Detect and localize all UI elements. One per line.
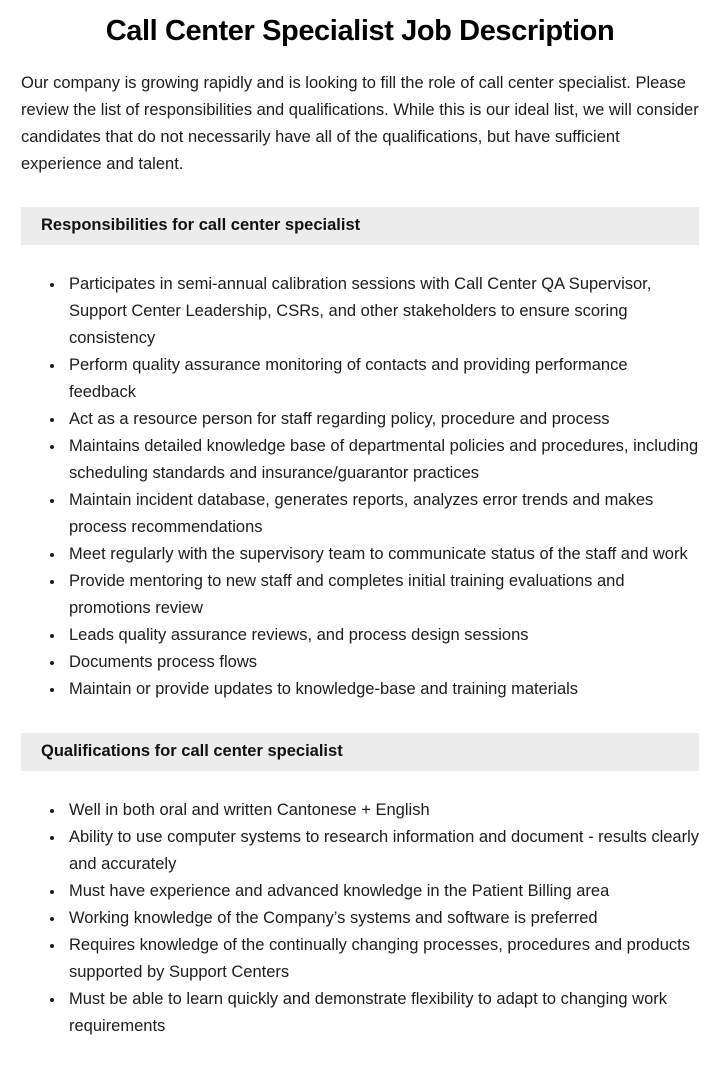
list-item: • Maintain or provide updates to knowledge-base and training materials bbox=[65, 676, 699, 703]
qualifications-section-header bbox=[21, 733, 699, 771]
section-responsibilities bbox=[21, 207, 699, 703]
list-item: • Provide mentoring to new staff and completes initial training evaluations and promotions review bbox=[65, 568, 699, 622]
list-item: • Maintains detailed knowledge base of departmental policies and procedures, including scheduling standards and insurance/guarantor practices bbox=[65, 433, 699, 487]
qualifications-list bbox=[21, 797, 699, 1040]
list-item: • Act as a resource person for staff regarding policy, procedure and process bbox=[65, 406, 699, 433]
responsibilities-section-title: Responsibilities for call center specialist bbox=[41, 216, 361, 234]
list-item: • Perform quality assurance monitoring of contacts and providing performance feedback bbox=[65, 352, 699, 406]
qualifications-section-title: Qualifications for call center specialist bbox=[41, 742, 343, 760]
list-item: • Participates in semi-annual calibration sessions with Call Center QA Supervisor, Support Center Leadership, CSRs, and other stakeholders to ensure scoring consistency bbox=[65, 271, 699, 352]
list-item: • Must be able to learn quickly and demonstrate flexibility to adapt to changing work requirements bbox=[65, 986, 699, 1040]
intro-paragraph: Our company is growing rapidly and is looking to fill the role of call center specialist. Please review the list of responsibilities and qualifications. While this is our ideal list, we will consider candidates that do not necessarily have all of the qualifications, but have sufficient experience and talent. bbox=[21, 74, 699, 173]
list-item: • Must have experience and advanced knowledge in the Patient Billing area bbox=[65, 878, 699, 905]
list-item: • Maintain incident database, generates reports, analyzes error trends and makes process recommendations bbox=[65, 487, 699, 541]
list-item: • Ability to use computer systems to research information and document - results clearly and accurately bbox=[65, 824, 699, 878]
list-item: • Working knowledge of the Company’s systems and software is preferred bbox=[65, 905, 699, 932]
list-item: • Well in both oral and written Cantonese + English bbox=[65, 797, 699, 824]
list-item: • Leads quality assurance reviews, and process design sessions bbox=[65, 622, 699, 649]
section-qualifications bbox=[21, 733, 699, 1040]
responsibilities-list bbox=[21, 271, 699, 703]
responsibilities-section-header bbox=[21, 207, 699, 245]
list-item: • Requires knowledge of the continually changing processes, procedures and products supported by Support Centers bbox=[65, 932, 699, 986]
page-title: Call Center Specialist Job Description bbox=[105, 15, 615, 47]
list-item: • Documents process flows bbox=[65, 649, 699, 676]
list-item: • Meet regularly with the supervisory team to communicate status of the staff and work bbox=[65, 541, 699, 568]
